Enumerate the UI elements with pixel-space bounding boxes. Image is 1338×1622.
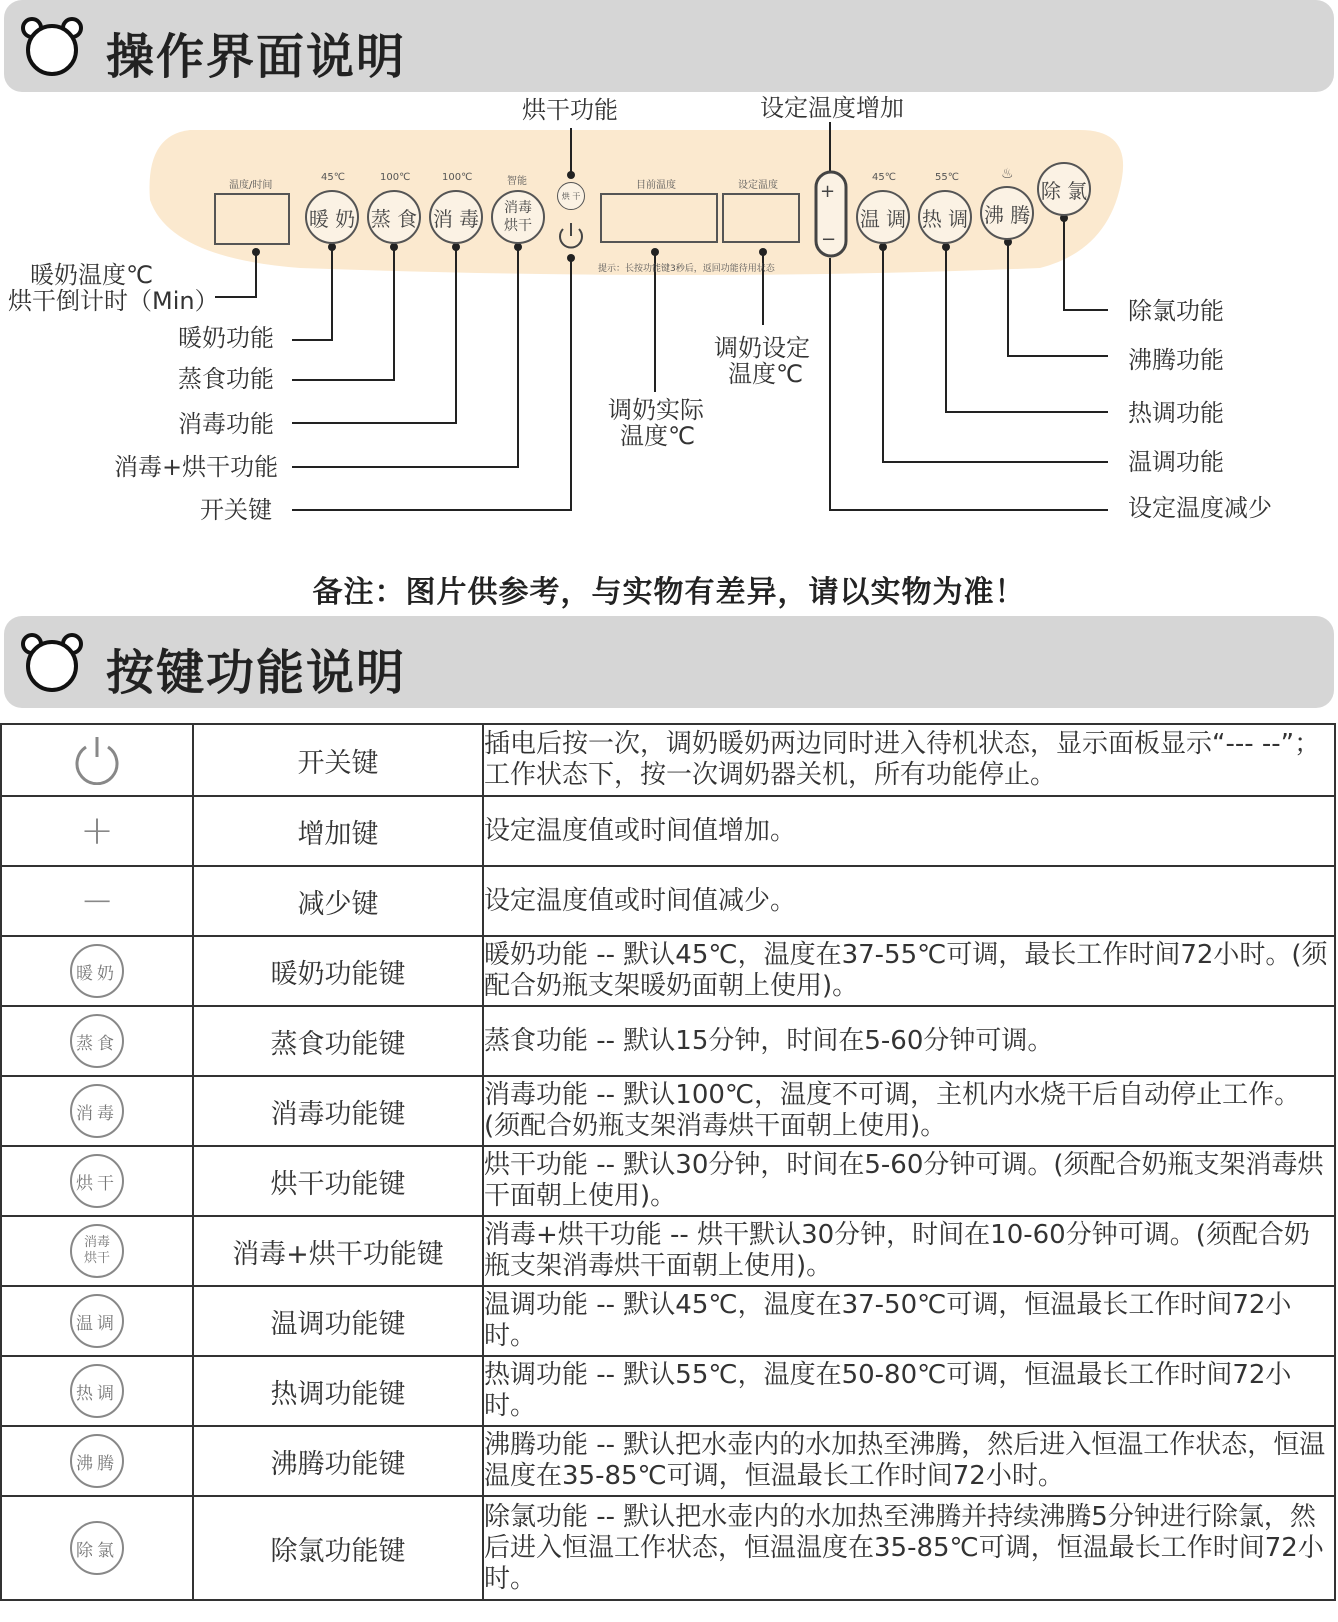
key-desc: 暖奶功能 -- 默认45℃，温度在37-55℃可调，最长工作时间72小时。(须配合奶瓶支架暖奶面朝上使用)。 [483,936,1335,1006]
key-name: 蒸食功能键 [193,1006,483,1076]
minus-icon: − [80,878,114,924]
callout-sterilize-dry-function: 消毒+烘干功能 [114,453,279,481]
sterilize-dry-key-icon [70,1224,124,1278]
warm-adjust-key-icon: 温调 [70,1294,124,1348]
key-desc: 设定温度值或时间值增加。 [483,796,1335,866]
callout-warm-function: 暖奶功能 [178,324,274,352]
table-row [1,1426,1335,1496]
callout-set-temp-2: 温度℃ [728,360,803,388]
key-name: 烘干功能键 [193,1146,483,1216]
table-row [1,866,1335,936]
current-temp-label: 目前温度 [636,180,676,191]
dechlor-key-icon: 除氯 [70,1521,124,1575]
warm-milk-button[interactable]: 暖 奶 [305,190,359,244]
sterilize-dry-button[interactable] [491,190,545,244]
key-name: 热调功能键 [193,1356,483,1426]
callout-set-temp-down: 设定温度减少 [1128,494,1272,522]
table-row [1,1286,1335,1356]
key-name: 温调功能键 [193,1286,483,1356]
table-row [1,936,1335,1006]
table-row [1,1006,1335,1076]
section-title: 操作界面说明 [106,29,407,85]
table-row [1,1496,1335,1600]
callout-dry-function: 烘干功能 [522,96,618,124]
boil-key-icon: 沸腾 [70,1434,124,1488]
boil-button[interactable]: 沸 腾 [980,186,1034,240]
callout-sterilize-function: 消毒功能 [178,410,274,438]
sterilize-dry-line2: 烘干 [504,218,532,234]
callout-warm-adjust-function: 温调功能 [1128,448,1224,476]
power-icon [70,731,124,785]
key-desc: 蒸食功能 -- 默认15分钟，时间在5-60分钟可调。 [483,1006,1335,1076]
key-desc: 沸腾功能 -- 默认把水壶内的水加热至沸腾，然后进入恒温工作状态，恒温温度在35-85℃可调，恒温最长工作时间72小时。 [483,1426,1335,1496]
key-desc: 热调功能 -- 默认55℃，温度在50-80℃可调，恒温最长工作时间72小时。 [483,1356,1335,1426]
callout-actual-temp-2: 温度℃ [620,422,695,450]
warm-adjust-button[interactable]: 温 调 [856,190,910,244]
table-row [1,724,1335,796]
section-header-keys [4,616,1334,708]
panel-hint: 提示：长按功能键3秒后，返回功能待用状态 [598,264,775,274]
boil-steam-icon: ♨ [1001,166,1014,182]
section-title: 按键功能说明 [106,645,407,701]
btn-warm-adjust-temp: 45℃ [872,172,896,183]
key-name: 消毒+烘干功能键 [193,1216,483,1286]
key-name: 消毒功能键 [193,1076,483,1146]
key-desc: 消毒+烘干功能 -- 烘干默认30分钟，时间在10-60分钟可调。(须配合奶瓶支架消毒烘干面朝上使用)。 [483,1216,1335,1286]
callout-power-key: 开关键 [200,496,272,524]
table-row [1,1146,1335,1216]
key-desc: 插电后按一次，调奶暖奶两边同时进入待机状态，显示面板显示“--- --”；工作状态下，按一次调奶器关机，所有功能停止。 [483,724,1335,796]
callout-warm-temp-1: 暖奶温度℃ [30,261,153,289]
steam-key-icon: 蒸食 [70,1014,124,1068]
btn-hot-adjust-temp: 55℃ [935,172,959,183]
callout-hot-adjust-function: 热调功能 [1128,399,1224,427]
table-row [1,1076,1335,1146]
table-row [1,796,1335,866]
key-name: 开关键 [193,724,483,796]
hot-adjust-key-icon: 热调 [70,1364,124,1418]
btn-smart-label: 智能 [507,176,527,187]
icon-line2: 烘干 [83,1251,110,1266]
table-row [1,1356,1335,1426]
key-name: 除氯功能键 [193,1496,483,1600]
key-desc: 烘干功能 -- 默认30分钟，时间在5-60分钟可调。(须配合奶瓶支架消毒烘干面朝上使用)。 [483,1146,1335,1216]
steam-button[interactable]: 蒸 食 [367,190,421,244]
dry-button[interactable]: 烘 干 [557,182,585,210]
display-left [214,193,290,245]
sterilize-key-icon: 消毒 [70,1084,124,1138]
key-name: 暖奶功能键 [193,936,483,1006]
keys-table [0,723,1336,1601]
table-row [1,1216,1335,1286]
key-name: 沸腾功能键 [193,1426,483,1496]
key-desc: 温调功能 -- 默认45℃，温度在37-50℃可调，恒温最长工作时间72小时。 [483,1286,1335,1356]
sterilize-dry-line1: 消毒 [504,200,532,216]
minus-key[interactable]: − [821,229,837,250]
icon-line1: 消毒 [83,1235,110,1250]
plus-key[interactable]: + [820,181,836,202]
callout-set-temp-1: 调奶设定 [714,334,810,362]
callout-boil-function: 沸腾功能 [1128,346,1224,374]
btn-steam-temp: 100℃ [380,172,411,183]
plus-icon: + [80,808,114,854]
btn-warm-temp: 45℃ [321,172,345,183]
callout-warm-temp-2: 烘干倒计时（Min） [8,287,219,315]
key-name: 减少键 [193,866,483,936]
key-desc: 除氯功能 -- 默认把水壶内的水加热至沸腾并持续沸腾5分钟进行除氯，然后进入恒温工作状态，恒温温度在35-85℃可调，恒温最长工作时间72小时。 [483,1496,1335,1600]
disclaimer-note: 备注：图片供参考，与实物有差异，请以实物为准！ [312,575,1026,610]
key-desc: 设定温度值或时间值减少。 [483,866,1335,936]
callout-steam-function: 蒸食功能 [178,365,274,393]
sterilize-button[interactable]: 消 毒 [429,190,483,244]
callout-set-temp-up: 设定温度增加 [760,94,904,122]
hot-adjust-button[interactable]: 热 调 [918,190,972,244]
display-current-temp [600,193,718,243]
warm-milk-key-icon: 暖奶 [70,944,124,998]
dry-key-icon: 烘干 [70,1154,124,1208]
key-name: 增加键 [193,796,483,866]
callout-actual-temp-1: 调奶实际 [608,396,704,424]
display-left-label: 温度/时间 [229,180,273,191]
btn-sterilize-temp: 100℃ [442,172,473,183]
bear-icon [20,630,84,694]
callout-dechlor-function: 除氯功能 [1128,297,1224,325]
key-desc: 消毒功能 -- 默认100℃，温度不可调，主机内水烧干后自动停止工作。(须配合奶瓶支架消毒烘干面朝上使用)。 [483,1076,1335,1146]
dechlor-button[interactable]: 除 氯 [1037,162,1091,216]
set-temp-label: 设定温度 [738,180,778,191]
display-set-temp [722,193,800,243]
